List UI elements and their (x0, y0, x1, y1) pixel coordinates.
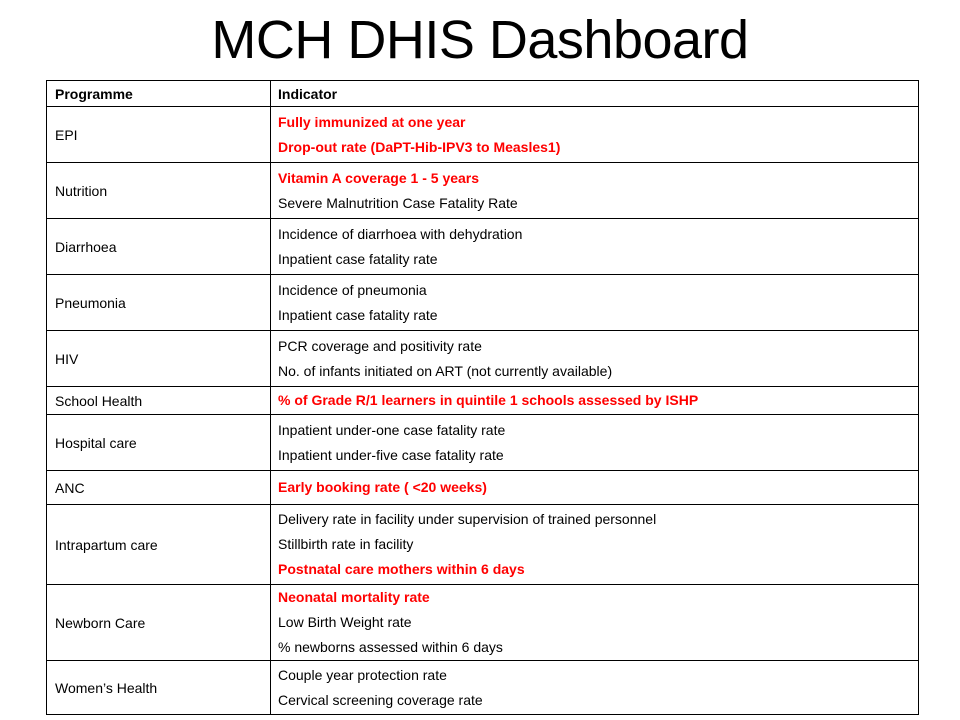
programme-cell: Newborn Care (47, 585, 271, 661)
table-row-hiv (47, 331, 919, 387)
programme-cell: School Health (47, 387, 271, 415)
programme-cell: Nutrition (47, 163, 271, 219)
indicator-item: Incidence of pneumonia (278, 281, 427, 298)
indicator-item: No. of infants initiated on ART (not currently available) (278, 362, 613, 379)
indicator-item: Neonatal mortality rate (278, 589, 430, 605)
programme-cell: Hospital care (47, 415, 271, 471)
table-row-newborn-care (47, 585, 919, 661)
table-row-intrapartum-care (47, 505, 919, 585)
indicator-cell (271, 505, 919, 585)
table-row-school-health (47, 387, 919, 415)
indicator-item: Cervical screening coverage rate (278, 691, 483, 708)
indicator-item: Stillbirth rate in facility (278, 536, 414, 552)
indicator-item: PCR coverage and positivity rate (278, 337, 482, 354)
indicator-item: Inpatient case fatality rate (278, 250, 438, 267)
indicator-item: Vitamin A coverage 1 - 5 years (278, 169, 480, 186)
indicator-item: Fully immunized at one year (278, 113, 466, 130)
indicator-cell (271, 275, 919, 331)
indicator-item: Inpatient under-one case fatality rate (278, 421, 506, 438)
indicator-item: Low Birth Weight rate (278, 614, 412, 630)
programme-cell: Women’s Health (47, 661, 271, 715)
table-row-hospital-care (47, 415, 919, 471)
indicator-item: Early booking rate ( <20 weeks) (278, 479, 487, 495)
table-row-womens-health (47, 661, 919, 715)
programme-cell: ANC (47, 471, 271, 505)
programme-cell: Diarrhoea (47, 219, 271, 275)
indicator-cell (271, 163, 919, 219)
indicator-item: % newborns assessed within 6 days (278, 639, 503, 655)
indicator-cell (271, 585, 919, 661)
table-row-anc (47, 471, 919, 505)
programme-cell: Intrapartum care (47, 505, 271, 585)
indicator-cell (271, 331, 919, 387)
indicator-item: Delivery rate in facility under supervision of trained personnel (278, 511, 657, 527)
indicator-cell (271, 387, 919, 415)
indicator-item: Severe Malnutrition Case Fatality Rate (278, 194, 518, 211)
table-row-nutrition (47, 163, 919, 219)
indicator-cell (271, 219, 919, 275)
table-row-epi (47, 107, 919, 163)
page-title: MCH DHIS Dashboard (211, 10, 749, 70)
indicator-item: Inpatient case fatality rate (278, 306, 438, 323)
indicator-table (46, 80, 919, 715)
programme-cell: EPI (47, 107, 271, 163)
indicator-cell (271, 471, 919, 505)
indicator-item: Drop-out rate (DaPT-Hib-IPV3 to Measles1) (278, 138, 561, 155)
indicator-item: Postnatal care mothers within 6 days (278, 561, 525, 577)
indicator-cell (271, 415, 919, 471)
indicator-cell (271, 107, 919, 163)
indicator-item: Incidence of diarrhoea with dehydration (278, 225, 523, 242)
column-header-indicator: Indicator (271, 81, 919, 107)
table-row-diarrhoea (47, 219, 919, 275)
indicator-item: Couple year protection rate (278, 666, 447, 683)
indicator-item: Inpatient under-five case fatality rate (278, 446, 504, 463)
indicator-item: % of Grade R/1 learners in quintile 1 schools assessed by ISHP (278, 392, 699, 408)
programme-cell: Pneumonia (47, 275, 271, 331)
table-header-row (47, 81, 919, 107)
programme-cell: HIV (47, 331, 271, 387)
column-header-programme: Programme (47, 81, 271, 107)
table-row-pneumonia (47, 275, 919, 331)
indicator-cell (271, 661, 919, 715)
